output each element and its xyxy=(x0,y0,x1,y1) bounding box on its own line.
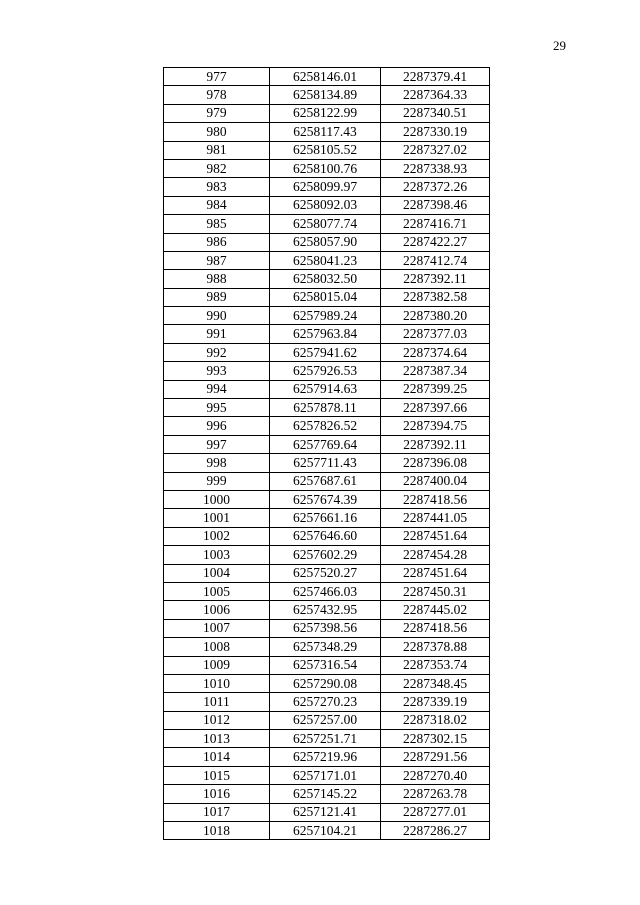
x-coordinate-cell: 6257398.56 xyxy=(270,619,381,637)
point-number-cell: 1009 xyxy=(164,656,270,674)
x-coordinate-cell: 6258146.01 xyxy=(270,68,381,86)
table-row xyxy=(164,399,490,417)
y-coordinate-cell: 2287418.56 xyxy=(381,619,490,637)
table-row xyxy=(164,454,490,472)
point-number-cell: 999 xyxy=(164,472,270,490)
point-number-cell: 1006 xyxy=(164,601,270,619)
y-coordinate-cell: 2287399.25 xyxy=(381,380,490,398)
x-coordinate-cell: 6258122.99 xyxy=(270,104,381,122)
point-number-cell: 988 xyxy=(164,270,270,288)
x-coordinate-cell: 6257914.63 xyxy=(270,380,381,398)
point-number-cell: 980 xyxy=(164,123,270,141)
table-row xyxy=(164,490,490,508)
x-coordinate-cell: 6257674.39 xyxy=(270,490,381,508)
y-coordinate-cell: 2287418.56 xyxy=(381,490,490,508)
y-coordinate-cell: 2287353.74 xyxy=(381,656,490,674)
point-number-cell: 1007 xyxy=(164,619,270,637)
point-number-cell: 993 xyxy=(164,362,270,380)
y-coordinate-cell: 2287441.05 xyxy=(381,509,490,527)
y-coordinate-cell: 2287372.26 xyxy=(381,178,490,196)
x-coordinate-cell: 6257316.54 xyxy=(270,656,381,674)
y-coordinate-cell: 2287263.78 xyxy=(381,785,490,803)
point-number-cell: 984 xyxy=(164,196,270,214)
x-coordinate-cell: 6257661.16 xyxy=(270,509,381,527)
table-row xyxy=(164,711,490,729)
x-coordinate-cell: 6257646.60 xyxy=(270,527,381,545)
x-coordinate-cell: 6257711.43 xyxy=(270,454,381,472)
table-row xyxy=(164,785,490,803)
table-row xyxy=(164,196,490,214)
table-row xyxy=(164,215,490,233)
point-number-cell: 982 xyxy=(164,159,270,177)
x-coordinate-cell: 6257270.23 xyxy=(270,693,381,711)
y-coordinate-cell: 2287387.34 xyxy=(381,362,490,380)
table-row xyxy=(164,601,490,619)
x-coordinate-cell: 6257251.71 xyxy=(270,730,381,748)
y-coordinate-cell: 2287377.03 xyxy=(381,325,490,343)
x-coordinate-cell: 6258100.76 xyxy=(270,159,381,177)
table-row xyxy=(164,270,490,288)
table-row xyxy=(164,582,490,600)
y-coordinate-cell: 2287327.02 xyxy=(381,141,490,159)
x-coordinate-cell: 6258134.89 xyxy=(270,86,381,104)
point-number-cell: 1010 xyxy=(164,674,270,692)
x-coordinate-cell: 6257687.61 xyxy=(270,472,381,490)
point-number-cell: 978 xyxy=(164,86,270,104)
table-row xyxy=(164,693,490,711)
x-coordinate-cell: 6258077.74 xyxy=(270,215,381,233)
x-coordinate-cell: 6257926.53 xyxy=(270,362,381,380)
y-coordinate-cell: 2287348.45 xyxy=(381,674,490,692)
y-coordinate-cell: 2287454.28 xyxy=(381,546,490,564)
table-row xyxy=(164,288,490,306)
table-row xyxy=(164,251,490,269)
y-coordinate-cell: 2287380.20 xyxy=(381,307,490,325)
x-coordinate-cell: 6258015.04 xyxy=(270,288,381,306)
x-coordinate-cell: 6257145.22 xyxy=(270,785,381,803)
point-number-cell: 1004 xyxy=(164,564,270,582)
y-coordinate-cell: 2287330.19 xyxy=(381,123,490,141)
table-row xyxy=(164,822,490,840)
y-coordinate-cell: 2287445.02 xyxy=(381,601,490,619)
table-row xyxy=(164,417,490,435)
point-number-cell: 997 xyxy=(164,435,270,453)
coordinates-table-body xyxy=(164,68,490,840)
point-number-cell: 1014 xyxy=(164,748,270,766)
x-coordinate-cell: 6257826.52 xyxy=(270,417,381,435)
y-coordinate-cell: 2287286.27 xyxy=(381,822,490,840)
coordinates-table xyxy=(163,67,490,840)
y-coordinate-cell: 2287270.40 xyxy=(381,766,490,784)
y-coordinate-cell: 2287379.41 xyxy=(381,68,490,86)
table-row xyxy=(164,178,490,196)
point-number-cell: 995 xyxy=(164,399,270,417)
y-coordinate-cell: 2287318.02 xyxy=(381,711,490,729)
point-number-cell: 1002 xyxy=(164,527,270,545)
point-number-cell: 1003 xyxy=(164,546,270,564)
x-coordinate-cell: 6257432.95 xyxy=(270,601,381,619)
point-number-cell: 1013 xyxy=(164,730,270,748)
x-coordinate-cell: 6258117.43 xyxy=(270,123,381,141)
table-row xyxy=(164,343,490,361)
y-coordinate-cell: 2287451.64 xyxy=(381,564,490,582)
y-coordinate-cell: 2287364.33 xyxy=(381,86,490,104)
x-coordinate-cell: 6257171.01 xyxy=(270,766,381,784)
y-coordinate-cell: 2287450.31 xyxy=(381,582,490,600)
x-coordinate-cell: 6258041.23 xyxy=(270,251,381,269)
point-number-cell: 1017 xyxy=(164,803,270,821)
point-number-cell: 1012 xyxy=(164,711,270,729)
x-coordinate-cell: 6257466.03 xyxy=(270,582,381,600)
y-coordinate-cell: 2287451.64 xyxy=(381,527,490,545)
point-number-cell: 1005 xyxy=(164,582,270,600)
table-row xyxy=(164,730,490,748)
x-coordinate-cell: 6257104.21 xyxy=(270,822,381,840)
y-coordinate-cell: 2287291.56 xyxy=(381,748,490,766)
x-coordinate-cell: 6257121.41 xyxy=(270,803,381,821)
point-number-cell: 994 xyxy=(164,380,270,398)
table-row xyxy=(164,564,490,582)
table-row xyxy=(164,141,490,159)
x-coordinate-cell: 6257941.62 xyxy=(270,343,381,361)
table-row xyxy=(164,748,490,766)
y-coordinate-cell: 2287382.58 xyxy=(381,288,490,306)
table-row xyxy=(164,638,490,656)
y-coordinate-cell: 2287397.66 xyxy=(381,399,490,417)
x-coordinate-cell: 6258032.50 xyxy=(270,270,381,288)
y-coordinate-cell: 2287277.01 xyxy=(381,803,490,821)
point-number-cell: 987 xyxy=(164,251,270,269)
point-number-cell: 989 xyxy=(164,288,270,306)
y-coordinate-cell: 2287392.11 xyxy=(381,270,490,288)
x-coordinate-cell: 6258092.03 xyxy=(270,196,381,214)
table-row xyxy=(164,674,490,692)
page-number: 29 xyxy=(553,38,566,53)
x-coordinate-cell: 6257769.64 xyxy=(270,435,381,453)
point-number-cell: 1011 xyxy=(164,693,270,711)
x-coordinate-cell: 6257989.24 xyxy=(270,307,381,325)
point-number-cell: 996 xyxy=(164,417,270,435)
point-number-cell: 1001 xyxy=(164,509,270,527)
point-number-cell: 1018 xyxy=(164,822,270,840)
y-coordinate-cell: 2287392.11 xyxy=(381,435,490,453)
table-row xyxy=(164,325,490,343)
y-coordinate-cell: 2287400.04 xyxy=(381,472,490,490)
table-row xyxy=(164,380,490,398)
y-coordinate-cell: 2287422.27 xyxy=(381,233,490,251)
point-number-cell: 986 xyxy=(164,233,270,251)
point-number-cell: 983 xyxy=(164,178,270,196)
x-coordinate-cell: 6257878.11 xyxy=(270,399,381,417)
table-row xyxy=(164,656,490,674)
table-row xyxy=(164,435,490,453)
table-row xyxy=(164,803,490,821)
y-coordinate-cell: 2287396.08 xyxy=(381,454,490,472)
table-row xyxy=(164,86,490,104)
point-number-cell: 1008 xyxy=(164,638,270,656)
point-number-cell: 991 xyxy=(164,325,270,343)
point-number-cell: 998 xyxy=(164,454,270,472)
x-coordinate-cell: 6258105.52 xyxy=(270,141,381,159)
y-coordinate-cell: 2287374.64 xyxy=(381,343,490,361)
table-row xyxy=(164,766,490,784)
point-number-cell: 985 xyxy=(164,215,270,233)
x-coordinate-cell: 6257602.29 xyxy=(270,546,381,564)
y-coordinate-cell: 2287302.15 xyxy=(381,730,490,748)
table-row xyxy=(164,527,490,545)
x-coordinate-cell: 6257520.27 xyxy=(270,564,381,582)
table-row xyxy=(164,104,490,122)
point-number-cell: 977 xyxy=(164,68,270,86)
point-number-cell: 1016 xyxy=(164,785,270,803)
x-coordinate-cell: 6257219.96 xyxy=(270,748,381,766)
table-row xyxy=(164,546,490,564)
y-coordinate-cell: 2287412.74 xyxy=(381,251,490,269)
x-coordinate-cell: 6257348.29 xyxy=(270,638,381,656)
point-number-cell: 992 xyxy=(164,343,270,361)
y-coordinate-cell: 2287394.75 xyxy=(381,417,490,435)
table-row xyxy=(164,123,490,141)
point-number-cell: 1015 xyxy=(164,766,270,784)
table-row xyxy=(164,509,490,527)
table-row xyxy=(164,472,490,490)
y-coordinate-cell: 2287339.19 xyxy=(381,693,490,711)
point-number-cell: 1000 xyxy=(164,490,270,508)
x-coordinate-cell: 6258099.97 xyxy=(270,178,381,196)
y-coordinate-cell: 2287340.51 xyxy=(381,104,490,122)
x-coordinate-cell: 6258057.90 xyxy=(270,233,381,251)
y-coordinate-cell: 2287398.46 xyxy=(381,196,490,214)
x-coordinate-cell: 6257290.08 xyxy=(270,674,381,692)
table-row xyxy=(164,619,490,637)
table-row xyxy=(164,68,490,86)
x-coordinate-cell: 6257963.84 xyxy=(270,325,381,343)
point-number-cell: 981 xyxy=(164,141,270,159)
table-row xyxy=(164,307,490,325)
table-row xyxy=(164,362,490,380)
y-coordinate-cell: 2287338.93 xyxy=(381,159,490,177)
x-coordinate-cell: 6257257.00 xyxy=(270,711,381,729)
point-number-cell: 979 xyxy=(164,104,270,122)
table-row xyxy=(164,233,490,251)
y-coordinate-cell: 2287416.71 xyxy=(381,215,490,233)
table-row xyxy=(164,159,490,177)
y-coordinate-cell: 2287378.88 xyxy=(381,638,490,656)
point-number-cell: 990 xyxy=(164,307,270,325)
